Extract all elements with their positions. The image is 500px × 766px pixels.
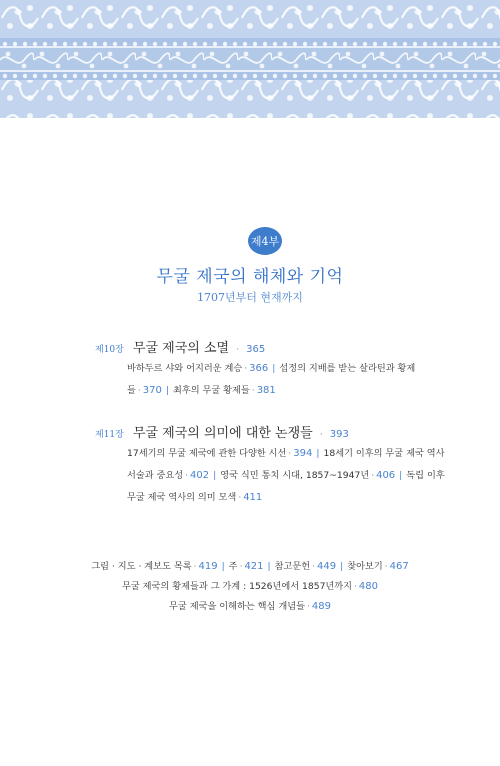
- divider: |: [221, 561, 225, 572]
- part-badge: 제4부: [248, 227, 282, 255]
- section-line: 무굴 제국 역사의 의미 모색 · 411: [127, 492, 263, 503]
- section-item[interactable]: 섭정의 지배를 받는 살라틴과 황제: [279, 363, 416, 374]
- page-number: 419: [198, 561, 218, 572]
- chapter-number: 제10장: [95, 345, 124, 355]
- page-number: 411: [243, 492, 263, 503]
- divider: |: [272, 363, 276, 374]
- back-matter-item[interactable]: 찾아보기: [347, 561, 383, 572]
- chapter-title: 무굴 제국의 소멸: [132, 341, 230, 356]
- chapter-title: 무굴 제국의 의미에 대한 논쟁들: [132, 426, 313, 441]
- section-item[interactable]: 영국 식민 통치 시대, 1857~1947년: [220, 470, 370, 481]
- section-line: 바하두르 샤와 어지러운 계승 · 366 | 섭정의 지배를 받는 살라틴과 황제: [127, 363, 416, 374]
- section-line: 서술과 중요성 · 402 | 영국 식민 통치 시대, 1857~1947년 · 406 | 독립 이후: [127, 470, 445, 481]
- ornament-pattern: [0, 0, 500, 118]
- back-matter-item[interactable]: 주: [228, 561, 238, 572]
- part-subtitle: 1707년부터 현재까지: [197, 291, 303, 304]
- divider: |: [165, 385, 169, 396]
- page-number: 365: [246, 344, 266, 355]
- back-matter-item[interactable]: 참고문헌: [274, 561, 311, 572]
- divider: |: [340, 561, 344, 572]
- page-number: 370: [142, 385, 162, 396]
- page-number: 394: [293, 448, 313, 459]
- section-item[interactable]: 18세기 이후의 무굴 제국 역사: [323, 448, 445, 459]
- section-item[interactable]: 독립 이후: [406, 470, 445, 481]
- page-number: 480: [358, 581, 379, 592]
- separator-dot: ·: [236, 345, 240, 355]
- section-item[interactable]: 들: [127, 385, 136, 396]
- divider: |: [316, 448, 320, 459]
- section-item[interactable]: 서술과 중요성: [127, 470, 184, 481]
- section-list: [127, 358, 447, 402]
- back-matter-item[interactable]: 그림 · 지도 · 계보도 목록: [91, 561, 192, 572]
- page-number: 366: [249, 363, 269, 374]
- chapter-heading[interactable]: [95, 337, 265, 356]
- section-item[interactable]: 17세기의 무굴 제국에 관한 다양한 시선: [127, 448, 287, 459]
- page-number: 406: [376, 470, 396, 481]
- page-number: 449: [317, 561, 337, 572]
- section-item[interactable]: 바하두르 샤와 어지러운 계승: [127, 363, 243, 374]
- page-number: 421: [244, 561, 264, 572]
- separator-dot: ·: [319, 430, 323, 440]
- divider: |: [399, 470, 403, 481]
- page-number: 402: [190, 470, 210, 481]
- page-number: 393: [329, 429, 349, 440]
- divider: |: [213, 470, 217, 481]
- section-line: 들 · 370 | 최후의 무굴 황제들 · 381: [127, 385, 276, 396]
- decorative-banner: [0, 0, 500, 118]
- divider: |: [267, 561, 271, 572]
- back-matter-item[interactable]: 무굴 제국을 이해하는 핵심 개념들: [169, 601, 305, 612]
- page-number: 467: [389, 561, 409, 572]
- chapter-number: 제11장: [95, 430, 124, 440]
- page-number: 381: [256, 385, 276, 396]
- back-matter-line: 그림 · 지도 · 계보도 목록 · 419 | 주 · 421 | 참고문헌 · 449 | 찾아보기 · 467: [91, 561, 409, 572]
- back-matter-line: 무굴 제국을 이해하는 핵심 개념들 · 489: [169, 601, 331, 612]
- back-matter-item[interactable]: 무굴 제국의 황제들과 그 가계 : 1526년에서 1857년까지: [121, 581, 353, 592]
- section-item[interactable]: 최후의 무굴 황제들: [172, 385, 250, 396]
- back-matter-line: 무굴 제국의 황제들과 그 가계 : 1526년에서 1857년까지 · 480: [121, 581, 379, 592]
- section-line: 17세기의 무굴 제국에 관한 다양한 시선 · 394 | 18세기 이후의 무굴 제국 역사: [127, 448, 445, 459]
- section-item[interactable]: 무굴 제국 역사의 의미 모색: [127, 492, 237, 503]
- chapter-heading[interactable]: [95, 422, 349, 441]
- part-title: 무굴 제국의 해체와 기억: [156, 267, 344, 287]
- section-list: [127, 443, 447, 509]
- page-number: 489: [311, 601, 331, 612]
